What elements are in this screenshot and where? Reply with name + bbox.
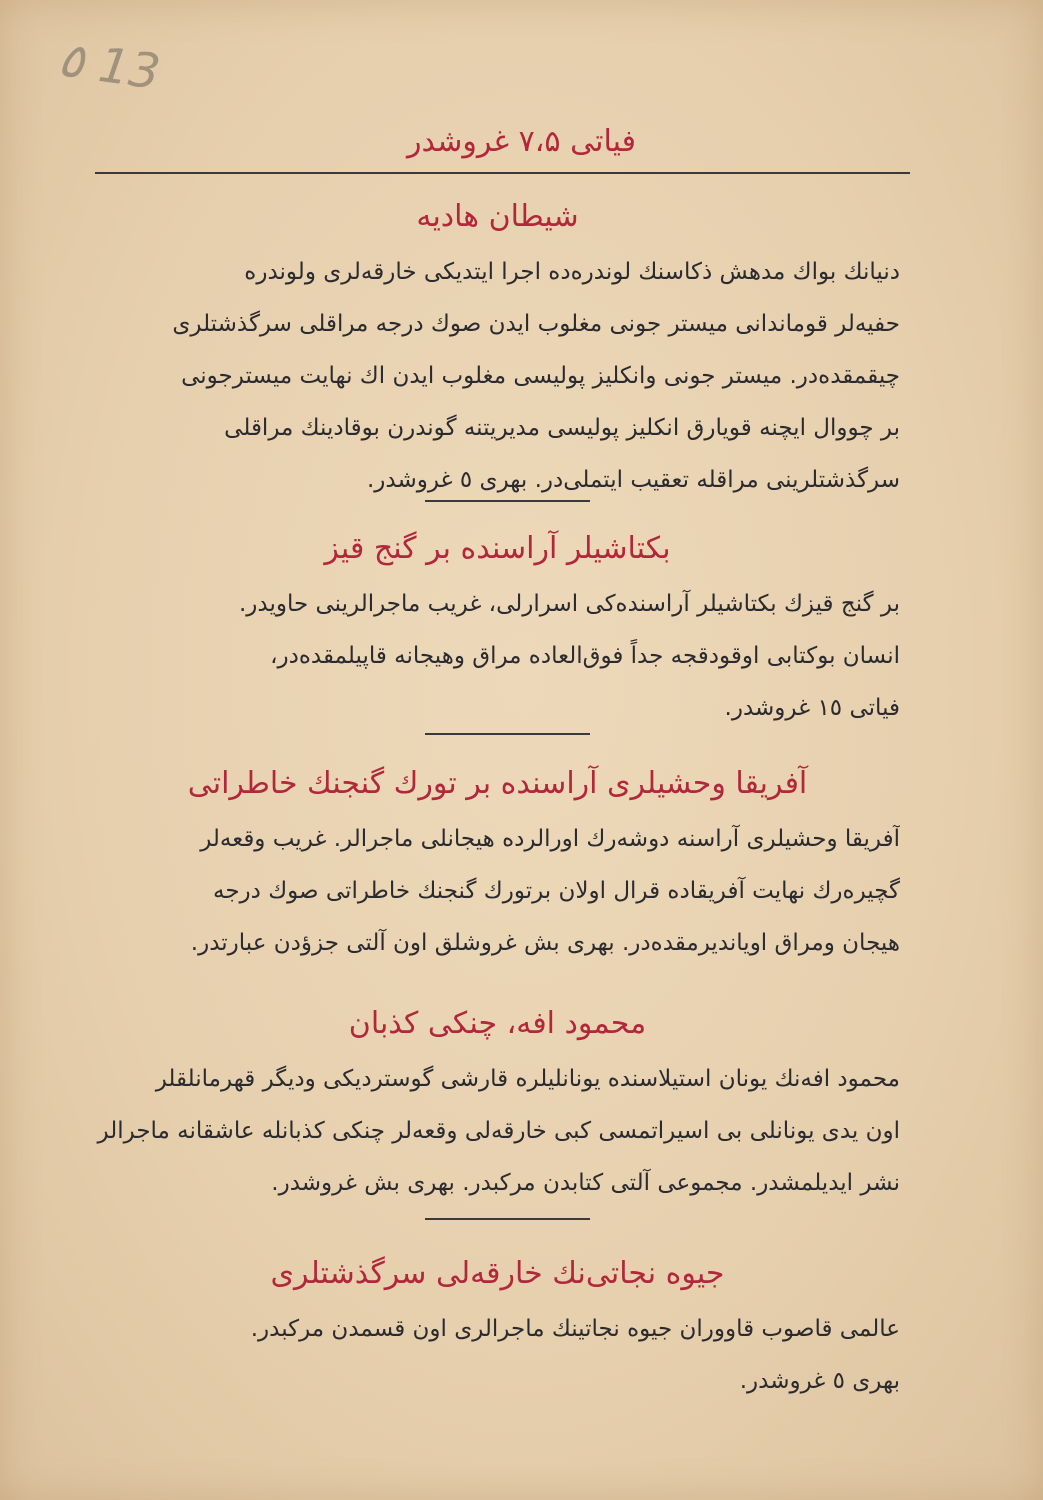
description-line: بهری ٥ غروشدر. <box>739 1368 900 1394</box>
book-title: آفریقا وحشیلری آراسنده بر تورك گنجنك خاطراتی <box>187 766 808 801</box>
description-line: چیقمقده‌در. میستر جونی وانكلیز پولیسی مغلوب ایدن اك نهایت میسترجونی <box>181 363 900 389</box>
description-line: فیاتی ١٥ غروشدر. <box>724 695 900 721</box>
description-line: حفیه‌لر قوماندانی میستر جونی مغلوب ایدن صوك درجه مراقلی سرگذشتلری <box>172 311 900 337</box>
book-entry-mahmud-efe <box>95 995 900 1209</box>
description-line: انسان بوكتابی اوقودقجه جداً فوق‌العاده مراق وهیجانه قاپیلمقده‌در، <box>270 643 900 669</box>
book-title: شیطان هادیه <box>416 199 579 234</box>
book-entry-afrika <box>95 755 900 969</box>
description-line: سرگذشتلرینی مراقله تعقیب ایتملی‌در. بهری ٥ غروشدر. <box>366 467 900 493</box>
description-line: اون یدی یونانلی بی اسیراتمسی كبی خارقه‌لی وقعه‌لر چنكی كذبانله عاشقانه ماجرالر <box>97 1118 900 1144</box>
book-entry-bektashiler <box>95 520 900 734</box>
description-line: بر چووال ایچنه قویارق انكلیز پولیسی مدیریتنه گوندرن بوقادینك مراقلی <box>224 415 900 441</box>
description-line: عالمی قاصوب قاووران جیوه نجاتینك ماجرالری اون قسمدن مركبدر. <box>250 1316 900 1342</box>
description-line: گچیره‌رك نهایت آفریقاده قرال اولان برتورك گنجنك خاطراتی صوك درجه <box>213 878 900 904</box>
header-rule <box>95 172 910 174</box>
book-entry-shaitan-hadiye <box>95 188 900 506</box>
book-title: محمود افه، چنكی كذبان <box>348 1006 647 1041</box>
book-entry-jiva-nejati <box>95 1245 900 1407</box>
description-line: دنیانك بواك مدهش ذكاسنك لوندره‌ده اجرا ایتدیكی خارقه‌لری ولوندره <box>244 259 900 285</box>
description-line: نشر ایدیلمشدر. مجموعی آلتی كتابدن مركبدر. بهری بش غروشدر. <box>271 1170 900 1196</box>
description-line: آفریقا وحشیلری آراسنه دوشه‌رك اورالرده هیجانلی ماجرالر. غریب وقعه‌لر <box>200 826 900 852</box>
section-separator <box>425 1218 590 1220</box>
description-line: محمود افه‌نك یونان استیلاسنده یونانلیلره قارشی گوستردیكی ودیگر قهرمانلقلر <box>155 1066 900 1092</box>
price-header: فیاتی ۷،۵ غروشدر <box>407 124 636 159</box>
section-separator <box>425 500 590 502</box>
book-title: بكتاشیلر آراسنده بر گنج قیز <box>324 531 671 566</box>
section-separator <box>425 733 590 735</box>
description-line: بر گنج قیزك بكتاشیلر آراسنده‌كی اسرارلی، غریب ماجرالرینی حاویدر. <box>238 591 900 617</box>
handwritten-corner-note: ٥ 13 <box>54 31 164 101</box>
book-title: جیوه نجاتی‌نك خارقه‌لی سرگذشتلری <box>270 1256 725 1291</box>
description-line: هیجان ومراق اویاندیرمقده‌در. بهری بش غروشلق اون آلتی جزؤدن عبارتدر. <box>190 930 900 956</box>
